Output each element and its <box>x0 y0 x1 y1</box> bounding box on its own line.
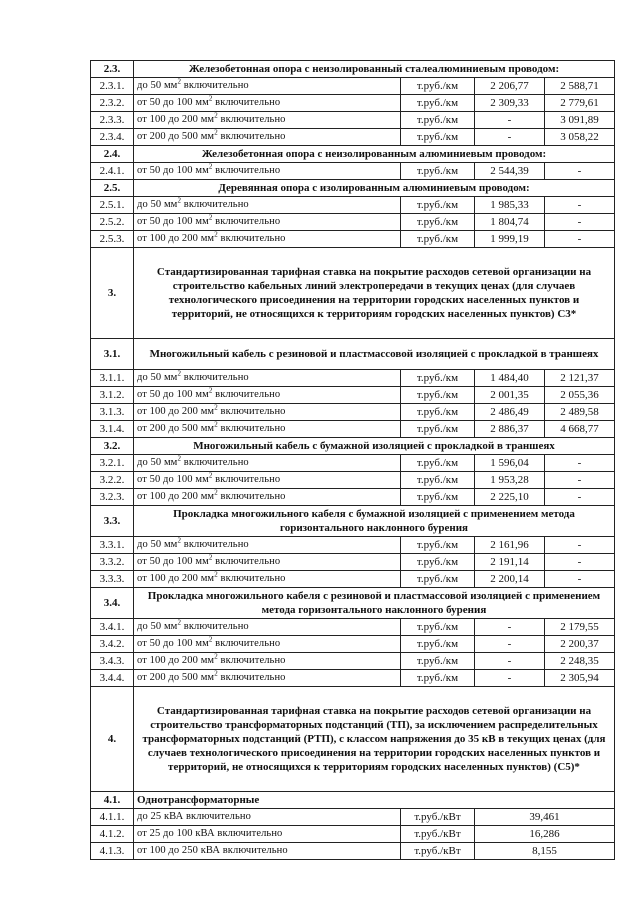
table-row <box>91 214 615 231</box>
table-row <box>91 537 615 554</box>
row-description <box>134 489 401 506</box>
range-suffix: включительно <box>181 80 249 91</box>
group-number: 2.3. <box>91 61 134 78</box>
value-2: - <box>545 163 615 180</box>
value-1: 2 001,35 <box>475 387 545 404</box>
value-2: 2 305,94 <box>545 670 615 687</box>
group-title: Железобетонная опора с неизолированным алюминиевым проводом: <box>134 146 615 163</box>
rate-value: 8,155 <box>475 843 615 860</box>
row-number: 3.2.2. <box>91 472 134 489</box>
table-row <box>91 370 615 387</box>
square-superscript: 2 <box>208 635 213 644</box>
value-1: 2 886,37 <box>475 421 545 438</box>
row-description <box>134 129 401 146</box>
row-description <box>134 163 401 180</box>
rate-value: 16,286 <box>475 826 615 843</box>
table-row <box>91 438 615 455</box>
row-description: до 25 кВА включительно <box>134 809 401 826</box>
square-superscript: 2 <box>214 111 218 120</box>
range-suffix: включительно <box>217 672 286 683</box>
section-number: 4. <box>91 687 134 792</box>
range-text: от 200 до 500 мм <box>137 131 215 142</box>
square-superscript: 2 <box>177 77 182 86</box>
value-2: 2 200,37 <box>545 636 615 653</box>
table-row <box>91 809 615 826</box>
unit-cell: т.руб./км <box>401 404 475 421</box>
row-number: 3.1.2. <box>91 387 134 404</box>
range-text: от 50 до 100 мм <box>137 474 209 485</box>
unit-cell: т.руб./км <box>401 95 475 112</box>
range-suffix: включительно <box>212 216 281 227</box>
unit-cell: т.руб./км <box>401 653 475 670</box>
unit-cell: т.руб./кВт <box>401 809 475 826</box>
value-1: 1 999,19 <box>475 231 545 248</box>
row-number: 3.1.4. <box>91 421 134 438</box>
range-suffix: включительно <box>217 573 286 584</box>
value-2: - <box>545 537 615 554</box>
group-title: Железобетонная опора с неизолированный сталеалюминиевым проводом: <box>134 61 615 78</box>
range-suffix: включительно <box>212 474 281 485</box>
row-number: 3.4.4. <box>91 670 134 687</box>
row-description: от 25 до 100 кВА включительно <box>134 826 401 843</box>
table-row <box>91 231 615 248</box>
row-number: 3.2.3. <box>91 489 134 506</box>
row-number: 4.1.3. <box>91 843 134 860</box>
square-superscript: 2 <box>214 420 218 429</box>
group-title: Прокладка многожильного кабеля с бумажной изоляцией с применением метода горизонтального наклонного бурения <box>134 506 615 537</box>
row-number: 3.3.1. <box>91 537 134 554</box>
row-description <box>134 472 401 489</box>
rate-value: 39,461 <box>475 809 615 826</box>
row-description <box>134 95 401 112</box>
range-suffix: включительно <box>212 97 281 108</box>
table-row <box>91 78 615 95</box>
row-description <box>134 197 401 214</box>
row-description <box>134 214 401 231</box>
value-1: - <box>475 129 545 146</box>
unit-cell: т.руб./км <box>401 421 475 438</box>
value-1: - <box>475 619 545 636</box>
value-1: 2 544,39 <box>475 163 545 180</box>
group-title: Деревянная опора с изолированным алюминиевым проводом: <box>134 180 615 197</box>
row-description <box>134 537 401 554</box>
table-row <box>91 404 615 421</box>
value-1: 2 200,14 <box>475 571 545 588</box>
value-1: 1 985,33 <box>475 197 545 214</box>
row-description <box>134 670 401 687</box>
unit-cell: т.руб./км <box>401 571 475 588</box>
square-superscript: 2 <box>177 196 182 205</box>
range-text: от 100 до 200 мм <box>137 655 215 666</box>
square-superscript: 2 <box>208 471 213 480</box>
range-text: от 100 до 200 мм <box>137 573 215 584</box>
range-text: от 50 до 100 мм <box>137 556 209 567</box>
unit-cell: т.руб./км <box>401 129 475 146</box>
range-text: от 100 до 200 мм <box>137 406 215 417</box>
unit-cell: т.руб./км <box>401 472 475 489</box>
range-text: от 100 до 200 мм <box>137 114 215 125</box>
square-superscript: 2 <box>214 488 218 497</box>
square-superscript: 2 <box>208 162 213 171</box>
group-number: 3.4. <box>91 588 134 619</box>
unit-cell: т.руб./км <box>401 214 475 231</box>
value-1: 1 484,40 <box>475 370 545 387</box>
table-row <box>91 129 615 146</box>
range-text: от 50 до 100 мм <box>137 638 209 649</box>
range-text: от 50 до 100 мм <box>137 389 209 400</box>
row-number: 3.3.3. <box>91 571 134 588</box>
square-superscript: 2 <box>177 369 182 378</box>
table-row <box>91 653 615 670</box>
row-number: 3.4.2. <box>91 636 134 653</box>
row-description <box>134 554 401 571</box>
value-2: 2 121,37 <box>545 370 615 387</box>
value-2: 2 179,55 <box>545 619 615 636</box>
value-2: - <box>545 489 615 506</box>
range-text: до 50 мм <box>137 80 178 91</box>
range-suffix: включительно <box>217 131 286 142</box>
range-suffix: включительно <box>217 406 286 417</box>
section-number: 3. <box>91 248 134 339</box>
range-suffix: включительно <box>217 655 286 666</box>
unit-cell: т.руб./км <box>401 78 475 95</box>
value-1: 1 596,04 <box>475 455 545 472</box>
square-superscript: 2 <box>177 454 182 463</box>
section-title: Стандартизированная тарифная ставка на покрытие расходов сетевой организации на строительство кабельных линий электропередачи в текущих ценах (для случаев технологического присоединения на территории городских населенных пунктов и территорий, не относящихся к территориям городских населенных пунктов) С3* <box>134 248 615 339</box>
table-row <box>91 843 615 860</box>
group-number: 3.1. <box>91 339 134 370</box>
table-row <box>91 670 615 687</box>
row-description <box>134 231 401 248</box>
unit-cell: т.руб./км <box>401 554 475 571</box>
value-2: 3 091,89 <box>545 112 615 129</box>
table-row <box>91 387 615 404</box>
table-row <box>91 180 615 197</box>
table-row <box>91 455 615 472</box>
row-number: 2.3.2. <box>91 95 134 112</box>
row-description <box>134 387 401 404</box>
row-number: 3.4.1. <box>91 619 134 636</box>
table-row <box>91 61 615 78</box>
range-text: от 200 до 500 мм <box>137 672 215 683</box>
unit-cell: т.руб./км <box>401 636 475 653</box>
value-2: 4 668,77 <box>545 421 615 438</box>
range-suffix: включительно <box>217 491 286 502</box>
unit-cell: т.руб./км <box>401 197 475 214</box>
row-description <box>134 112 401 129</box>
row-number: 3.2.1. <box>91 455 134 472</box>
square-superscript: 2 <box>214 669 218 678</box>
unit-cell: т.руб./км <box>401 670 475 687</box>
group-number: 2.4. <box>91 146 134 163</box>
value-2: - <box>545 231 615 248</box>
unit-cell: т.руб./км <box>401 370 475 387</box>
range-suffix: включительно <box>181 457 249 468</box>
group-title: Многожильный кабель с резиновой и пластмассовой изоляцией с прокладкой в траншеях <box>134 339 615 370</box>
square-superscript: 2 <box>208 94 213 103</box>
group-title: Прокладка многожильного кабеля с резиновой и пластмассовой изоляцией с применением метода горизонтального наклонного бурения <box>134 588 615 619</box>
value-2: 2 489,58 <box>545 404 615 421</box>
value-1: - <box>475 636 545 653</box>
unit-cell: т.руб./км <box>401 455 475 472</box>
value-2: 2 588,71 <box>545 78 615 95</box>
range-suffix: включительно <box>212 638 281 649</box>
table-row <box>91 472 615 489</box>
square-superscript: 2 <box>214 652 218 661</box>
section-title: Стандартизированная тарифная ставка на покрытие расходов сетевой организации на строительство трансформаторных подстанций (ТП), за исключением распределительных трансформаторных подстанций (РТП), с классом напряжения до 35 кВ в текущих ценах (для случаев технологического присоединения на территории городских населенных пунктов и территорий, не относящихся к территориям городских населенных пунктов) (С5)* <box>134 687 615 792</box>
range-suffix: включительно <box>217 423 286 434</box>
row-number: 3.1.1. <box>91 370 134 387</box>
table-row <box>91 571 615 588</box>
value-1: 1 953,28 <box>475 472 545 489</box>
unit-cell: т.руб./км <box>401 163 475 180</box>
range-suffix: включительно <box>217 233 286 244</box>
range-text: до 50 мм <box>137 372 178 383</box>
unit-cell: т.руб./км <box>401 537 475 554</box>
row-description <box>134 404 401 421</box>
row-number: 2.5.2. <box>91 214 134 231</box>
range-suffix: включительно <box>181 372 249 383</box>
square-superscript: 2 <box>208 213 213 222</box>
row-description <box>134 571 401 588</box>
range-text: до 50 мм <box>137 539 178 550</box>
table-row <box>91 792 615 809</box>
row-number: 3.4.3. <box>91 653 134 670</box>
square-superscript: 2 <box>214 403 218 412</box>
square-superscript: 2 <box>214 230 218 239</box>
value-2: - <box>545 197 615 214</box>
unit-cell: т.руб./кВт <box>401 843 475 860</box>
group-title: Однотрансформаторные <box>134 792 615 809</box>
row-number: 2.3.3. <box>91 112 134 129</box>
range-suffix: включительно <box>181 621 249 632</box>
group-number: 3.2. <box>91 438 134 455</box>
row-number: 2.5.1. <box>91 197 134 214</box>
value-1: 1 804,74 <box>475 214 545 231</box>
table-row <box>91 554 615 571</box>
range-text: до 50 мм <box>137 621 178 632</box>
tariff-document-page <box>90 60 614 860</box>
value-1: 2 191,14 <box>475 554 545 571</box>
range-text: до 50 мм <box>137 199 178 210</box>
value-1: 2 225,10 <box>475 489 545 506</box>
unit-cell: т.руб./км <box>401 112 475 129</box>
group-number: 4.1. <box>91 792 134 809</box>
table-row <box>91 687 615 792</box>
unit-cell: т.руб./км <box>401 619 475 636</box>
row-number: 4.1.2. <box>91 826 134 843</box>
tariff-table-body <box>91 61 615 860</box>
table-row <box>91 421 615 438</box>
value-1: 2 161,96 <box>475 537 545 554</box>
range-suffix: включительно <box>212 556 281 567</box>
value-1: 2 309,33 <box>475 95 545 112</box>
tariff-table <box>90 60 615 860</box>
table-row <box>91 112 615 129</box>
range-suffix: включительно <box>217 114 286 125</box>
value-2: - <box>545 455 615 472</box>
unit-cell: т.руб./км <box>401 489 475 506</box>
range-suffix: включительно <box>212 165 281 176</box>
unit-cell: т.руб./км <box>401 231 475 248</box>
row-description <box>134 636 401 653</box>
table-row <box>91 163 615 180</box>
group-title: Многожильный кабель с бумажной изоляцией с прокладкой в траншеях <box>134 438 615 455</box>
row-description <box>134 653 401 670</box>
row-number: 2.4.1. <box>91 163 134 180</box>
unit-cell: т.руб./км <box>401 387 475 404</box>
range-text: до 50 мм <box>137 457 178 468</box>
table-row <box>91 197 615 214</box>
unit-cell: т.руб./кВт <box>401 826 475 843</box>
range-text: от 100 до 200 мм <box>137 233 215 244</box>
row-description <box>134 455 401 472</box>
value-2: - <box>545 214 615 231</box>
square-superscript: 2 <box>214 570 218 579</box>
table-row <box>91 248 615 339</box>
value-1: - <box>475 112 545 129</box>
range-text: от 200 до 500 мм <box>137 423 215 434</box>
row-description <box>134 619 401 636</box>
row-number: 3.1.3. <box>91 404 134 421</box>
row-description <box>134 78 401 95</box>
row-description <box>134 370 401 387</box>
value-2: 2 055,36 <box>545 387 615 404</box>
row-number: 2.5.3. <box>91 231 134 248</box>
range-suffix: включительно <box>181 539 249 550</box>
value-2: 2 779,61 <box>545 95 615 112</box>
row-description <box>134 421 401 438</box>
group-number: 2.5. <box>91 180 134 197</box>
value-2: - <box>545 472 615 489</box>
range-text: от 50 до 100 мм <box>137 165 209 176</box>
table-row <box>91 146 615 163</box>
table-row <box>91 619 615 636</box>
square-superscript: 2 <box>208 386 213 395</box>
value-1: 2 486,49 <box>475 404 545 421</box>
table-row <box>91 588 615 619</box>
range-text: от 50 до 100 мм <box>137 97 209 108</box>
row-number: 3.3.2. <box>91 554 134 571</box>
table-row <box>91 506 615 537</box>
range-text: от 50 до 100 мм <box>137 216 209 227</box>
square-superscript: 2 <box>214 128 218 137</box>
row-description: от 100 до 250 кВА включительно <box>134 843 401 860</box>
row-number: 4.1.1. <box>91 809 134 826</box>
square-superscript: 2 <box>177 618 182 627</box>
table-row <box>91 489 615 506</box>
table-row <box>91 95 615 112</box>
row-number: 2.3.1. <box>91 78 134 95</box>
value-2: 3 058,22 <box>545 129 615 146</box>
value-1: 2 206,77 <box>475 78 545 95</box>
table-row <box>91 826 615 843</box>
row-number: 2.3.4. <box>91 129 134 146</box>
group-number: 3.3. <box>91 506 134 537</box>
value-2: 2 248,35 <box>545 653 615 670</box>
square-superscript: 2 <box>177 536 182 545</box>
value-1: - <box>475 653 545 670</box>
value-2: - <box>545 554 615 571</box>
square-superscript: 2 <box>208 553 213 562</box>
range-suffix: включительно <box>212 389 281 400</box>
value-2: - <box>545 571 615 588</box>
table-row <box>91 339 615 370</box>
table-row <box>91 636 615 653</box>
range-text: от 100 до 200 мм <box>137 491 215 502</box>
range-suffix: включительно <box>181 199 249 210</box>
value-1: - <box>475 670 545 687</box>
